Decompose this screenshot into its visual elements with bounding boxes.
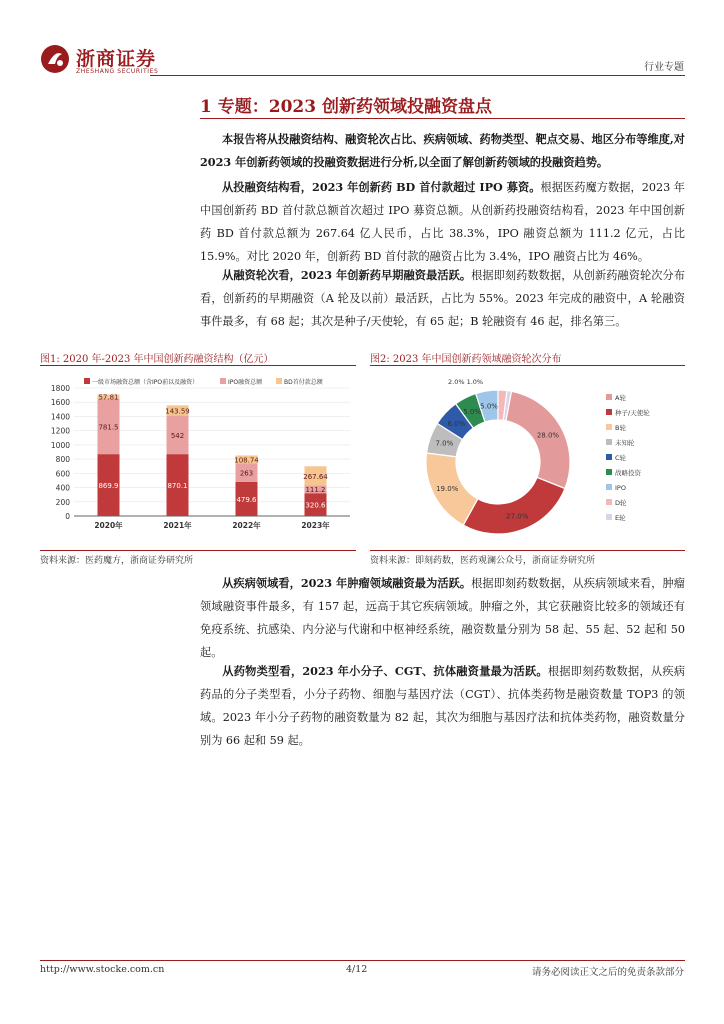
bar-data-label: 870.1	[167, 482, 188, 491]
bar-data-label: 143.59	[165, 407, 190, 416]
paragraph-rounds	[200, 264, 685, 333]
disease-text: 根据即刻药数数据，从疾病领域来看，肿瘤领域融资事件最多，有 157 起，远高于其它疾病领域。肿瘤之外，其它获融资比较多的领域还有免疫系统、抗感染、内分泌与代谢和中枢神经系统，融资数量分别为 58 起、55 起、52 起和 50 起。	[200, 577, 685, 659]
legend-swatch	[220, 378, 226, 384]
rounds-lead: 从融资轮次看，2023 年创新药早期融资最活跃。	[222, 268, 472, 282]
figure1-title: 图1: 2020 年-2023 年中国创新药融资结构（亿元）	[40, 354, 274, 365]
bar-data-label: 542	[170, 431, 185, 440]
title-divider	[200, 118, 685, 119]
legend-label: IPO融资总额	[228, 379, 263, 386]
slice-data-label: 19.0%	[436, 484, 459, 493]
x-tick-label: 2023年	[301, 521, 330, 530]
legend-label: B轮	[615, 424, 626, 432]
paragraph-structure	[200, 176, 685, 268]
paragraph-disease	[200, 572, 685, 664]
paragraph-drug-type	[200, 660, 685, 752]
footer-url[interactable]: http://www.stocke.com.cn	[40, 964, 165, 975]
disease-lead: 从疾病领域看，2023 年肿瘤领域融资最为活跃。	[222, 576, 472, 590]
header-divider	[150, 75, 685, 76]
legend-label: IPO	[615, 484, 626, 492]
bar-data-label: 781.5	[98, 423, 119, 432]
legend-swatch	[606, 469, 612, 475]
bar-data-label: 108.74	[234, 456, 259, 465]
bar-data-label: 267.64	[303, 472, 328, 481]
legend-label: D轮	[615, 499, 627, 507]
legend-swatch	[606, 424, 612, 430]
y-tick-label: 600	[55, 469, 70, 479]
slice-data-label: 5.0%	[480, 402, 498, 411]
legend-swatch	[606, 499, 612, 505]
intro-text: 本报告将从投融资结构、融资轮次占比、疾病领域、药物类型、靶点交易、地区分布等维度,对 2023 年创新药领域的投融资数据进行分析,以全面了解创新药领域的投融资趋势。	[200, 132, 685, 169]
financing-structure-chart	[40, 372, 356, 548]
donut-slice	[506, 391, 570, 488]
legend-label: 未知轮	[615, 439, 635, 447]
legend-swatch	[276, 378, 282, 384]
slice-data-label: 6.0%	[447, 419, 466, 428]
section-title: 1 专题：2023 创新药领域投融资盘点	[200, 97, 492, 117]
bar-data-label: 263	[239, 469, 254, 478]
y-tick-label: 0	[65, 512, 70, 521]
page-number: 4/12	[346, 964, 368, 975]
footer-divider	[40, 960, 685, 961]
figure1-source: 资料来源：医药魔方，浙商证券研究所	[40, 556, 194, 566]
financing-rounds-chart	[370, 372, 685, 548]
x-tick-label: 2021年	[163, 521, 192, 530]
brand-name: 浙商证券	[76, 48, 157, 70]
figure1-bottom-rule	[40, 550, 356, 551]
legend-swatch	[606, 394, 612, 400]
legend-swatch	[606, 454, 612, 460]
x-tick-label: 2022年	[232, 521, 261, 530]
drug-type-lead: 从药物类型看，2023 年小分子、CGT、抗体融资量最为活跃。	[222, 664, 548, 678]
slice-data-label: 28.0%	[536, 431, 560, 440]
figure1-rule	[40, 365, 356, 366]
legend-swatch	[606, 409, 612, 415]
legend-swatch	[606, 514, 612, 520]
y-tick-label: 1600	[50, 398, 70, 408]
legend-label: 战略投资	[615, 469, 641, 477]
legend-swatch	[606, 439, 612, 445]
legend-label: BD首付款总额	[284, 379, 323, 386]
donut-slice	[463, 477, 565, 534]
legend-swatch	[84, 378, 90, 384]
slice-data-label: 7.0%	[435, 439, 454, 448]
y-tick-label: 1400	[50, 412, 70, 422]
y-tick-label: 1000	[50, 440, 70, 450]
paragraph-intro	[200, 128, 685, 174]
figure2-source: 资料来源：即刻药数，医药观澜公众号，浙商证券研究所	[370, 556, 596, 566]
brand-name-en: ZHESHANG SECURITIES	[76, 68, 159, 75]
structure-lead: 从投融资结构看，2023 年创新药 BD 首付款超过 IPO 募资。	[222, 180, 541, 194]
y-tick-label: 1200	[50, 426, 70, 436]
y-tick-label: 400	[55, 483, 70, 493]
section-tag: 行业专题	[644, 62, 684, 73]
legend-swatch	[606, 484, 612, 490]
legend-label: A轮	[615, 394, 626, 402]
bar-data-label: 320.6	[305, 501, 326, 510]
bar-data-label: 111.2	[305, 486, 326, 495]
drug-type-text: 根据即刻药数数据，从疾病药品的分子类型看，小分子药物、细胞与基因疗法（CGT）、抗体类药物是融资数量 TOP3 的领域。2023 年小分子药物的融资数量为 82 起，其次为细胞与基因疗法和抗体类药物，融资数量分别为 66 起和 59 起。	[200, 665, 685, 747]
small-slice-label: 2.0% 1.0%	[448, 378, 484, 386]
slice-data-label: 27.0%	[506, 512, 529, 521]
bar-data-label: 57.81	[98, 393, 119, 402]
figure2-bottom-rule	[370, 550, 685, 551]
brand-logo-icon	[40, 44, 70, 74]
y-tick-label: 200	[55, 497, 70, 507]
structure-text: 根据医药魔方数据，2023 年中国创新药 BD 首付款总额首次超过 IPO 募资总额。从创新药投融资结构看，2023 年中国创新药 BD 首付款总额为 267.64 亿人民币，占比 38.3%，IPO 融资总额为 111.2 亿元，占比 15.9%。对比 2020 年，创新药 BD 首付款的融资占比为 3.4%，IPO 融资占比为 46%。	[200, 181, 685, 263]
bar-data-label: 869.9	[98, 482, 119, 491]
figure2-title: 图2: 2023 年中国创新药领域融资轮次分布	[370, 354, 562, 365]
x-tick-label: 2020年	[94, 521, 123, 530]
slice-data-label: 5.0%	[463, 408, 482, 417]
bar-data-label: 479.6	[236, 495, 257, 504]
rounds-text: 根据即刻药数数据，从创新药融资轮次分布看，创新药的早期融资（A 轮及以前）最活跃，占比为 55%。2023 年完成的融资中，A 轮融资事件最多，有 68 起；其次是种子/天使轮，有 65 起；B 轮融资有 46 起，排名第三。	[200, 269, 685, 328]
y-tick-label: 800	[55, 455, 70, 465]
figure2-rule	[370, 365, 685, 366]
footer-disclaimer: 请务必阅读正文之后的免责条款部分	[531, 967, 684, 978]
legend-label: E轮	[615, 514, 626, 522]
legend-label: 种子/天使轮	[615, 409, 650, 417]
legend-label: C轮	[615, 454, 627, 462]
legend-label: 一级市场融资总额（含IPO前以及融资）	[92, 379, 199, 386]
y-tick-label: 1800	[50, 384, 70, 393]
